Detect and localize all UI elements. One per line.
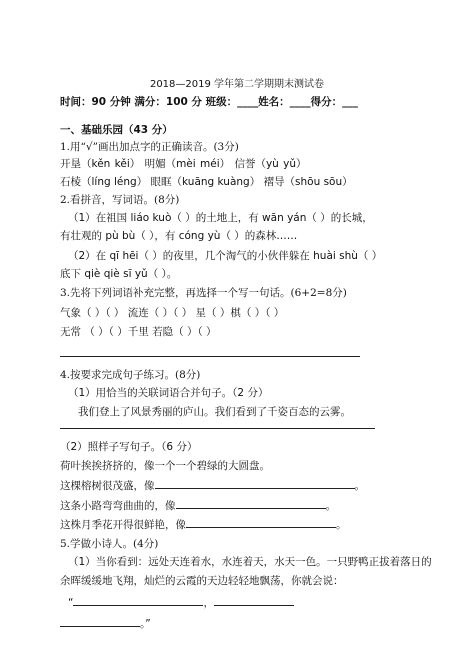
q1-row2: 石棱（líng léng） 眼眶（kuāng kuàng） 褶导（shōu sōu） <box>60 176 353 188</box>
q2-prompt: 2.看拼音，写词语。(8分) <box>60 194 180 206</box>
q3-prompt: 3.先将下列词语补充完整，再选择一个写一句话。(6+2=8分) <box>60 287 347 299</box>
q1-prompt: 1.用“√”画出加点字的正确读音。(3分) <box>60 141 239 153</box>
q5-prompt: 5.学做小诗人。(4分) <box>60 538 159 550</box>
q4-sentence3: 这株月季花开得很鲜艳，像 。 <box>60 519 347 531</box>
q5-blank2[interactable] <box>214 605 294 606</box>
q2-line3: （2）在 qī hēi（ ）的夜里，几个淘气的小伙伴躲在 huài shù（ ） <box>68 250 383 262</box>
q2-line1: （1）在祖国 liáo kuò（ ）的土地上，有 wān yán（ ）的长城， <box>68 212 373 224</box>
q4-sub1-text: 我们登上了风景秀丽的庐山。我们看到了千姿百态的云雾。 <box>78 406 351 418</box>
q5-text1: （1）当你看到：远处天连着水，水连着天，水天一色。一只野鸭正拔着落日的 <box>68 556 432 568</box>
q5-quote-close: 。” <box>140 618 151 630</box>
q4-sentence1-blank[interactable] <box>155 488 355 489</box>
exam-meta-line: 时间：90 分钟 满分：100 分 班级：____姓名：____得分：___ <box>60 96 358 108</box>
q5-blank3[interactable] <box>60 626 140 627</box>
q5-text2: 余晖缓缓地飞翔，灿烂的云霞的天边轻轻地飘荡，你就会说： <box>60 575 344 587</box>
q4-sentence2: 这条小路弯弯曲曲的，像 。 <box>60 500 336 512</box>
q2-line4: 底下 qiè qiè sī yǔ（ ）。 <box>60 268 178 280</box>
q4-sentence2-blank[interactable] <box>176 508 326 509</box>
q4-sentence1-text: 这棵榕树很茂盛，像 <box>60 480 155 492</box>
q4-sentence3-blank[interactable] <box>186 527 336 528</box>
q4-sentence3-text: 这株月季花开得很鲜艳，像 <box>60 519 186 531</box>
q4-prompt: 4.按要求完成句子练习。(8分) <box>60 369 201 381</box>
q3-answer-line[interactable] <box>60 356 360 357</box>
q3-row2: 无常 （ ）（ ）千里 若隐（ ）（ ） <box>60 326 217 338</box>
q4-sub1: （1）用恰当的关联词语合并句子。（2 分） <box>68 387 269 399</box>
q4-sub1-answer-line[interactable] <box>60 428 375 429</box>
q5-quote-open: “ <box>68 597 74 609</box>
q4-example: 荷叶挨挨挤挤的，像一个一个碧绿的大圆盘。 <box>60 460 270 472</box>
q5-answer-row2 <box>60 617 151 631</box>
q2-line2: 有壮观的 pù bù（ ），有 cóng yù（ ）的森林…… <box>60 230 298 242</box>
q1-row1: 开垦（kěn kěi） 明媚（mèi méi） 信誉（yù yǔ） <box>60 158 307 170</box>
q4-sub2: （2）照样子写句子。（6 分） <box>60 441 198 453</box>
q3-row1: 气象（ ）（ ） 流连（ ）（ ） 星（ ）棋（ ）（ ） <box>60 307 285 319</box>
exam-title: 2018—2019 学年第二学期期末测试卷 <box>149 79 325 90</box>
q5-answer-row1: “ ， <box>68 596 294 610</box>
q4-sentence1: 这棵榕树很茂盛，像 。 <box>60 480 365 492</box>
q5-blank1[interactable] <box>73 605 203 606</box>
q4-sentence2-text: 这条小路弯弯曲曲的，像 <box>60 500 176 512</box>
section-heading-basics: 一、基础乐园（43 分） <box>60 124 173 136</box>
